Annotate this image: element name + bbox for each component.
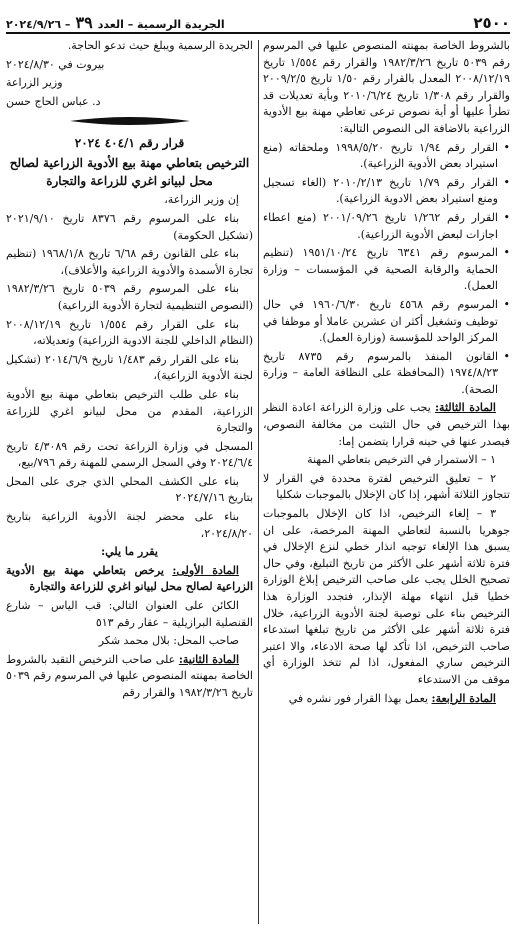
signer-title: وزير الزراعة xyxy=(6,76,63,90)
option-2: ٢ – تعليق الترخيص لفترة محددة في القرار لا تتجاوز الثلاثة أشهر، إذا كان الإخلال بالموجبات شكليا xyxy=(263,471,510,502)
article-1 xyxy=(6,563,253,596)
issue-number: ٣٩ xyxy=(75,13,93,32)
shop-address: الكائن على العنوان التالي: قب الياس – شارع القنصلية البرازيلية – عقار رقم ٥١٣ xyxy=(6,599,253,629)
gazette-title: الجريدة الرسمية – العدد xyxy=(97,18,225,31)
continuation-text: الجريدة الرسمية ويبلغ حيث تدعو الحاجة. xyxy=(67,39,253,52)
article-4-label: المادة الرابعة: xyxy=(431,691,496,705)
article-3-text: يجب على وزارة الزراعة اعادة النظر بهذا الترخيص في حال التثبت من مخالفة النصوص، فيصدر عنها في حينه قرارا يتضمن إما: xyxy=(263,401,510,448)
minister-line: إن وزير الزراعة، xyxy=(164,193,239,207)
page-number: ٢٥٠٠ xyxy=(473,14,510,32)
header-info xyxy=(6,13,225,32)
basis-item: بناء على المرسوم رقم ٥٠٣٩ تاريخ ١٩٨٢/٣/٢٦ (النصوص التنظيمية لتجارة الأدوية الزراعية) xyxy=(6,282,253,312)
article-4-text: يعمل بهذا القرار فور نشره في xyxy=(288,691,429,705)
conditions-paragraph: بالشروط الخاصة بمهنته المنصوص عليها في المرسوم رقم ٥٠٣٩ تاريخ ١٩٨٢/٣/٢٦ والقرار رقم ١/٥٥٤ تاريخ ٢٠٠٨/١٢/١٩ المعدل بالقرار رقم ١/٥٠ تاريخ ٢٠٠٩/٢/٥ والقرار رقم ١/٣٠٨ تاريخ ٢٠١٠/٦/٢٤ وبأية تعديلات قد تطرأ عليها أو أية نصوص ترعى تعاطي مهنة بيع الأدوية الزراعية بالاضافة الى النصوص التالية: xyxy=(263,39,510,135)
basis-item: بناء على القانون رقم ٦/٦٨ تاريخ ١٩٦٨/١/٨ (تنظيم تجارة الأسمدة والأدوية الزراعية والأعلاف)، xyxy=(6,247,253,277)
bullet-item: • القرار رقم ١/٩٤ تاريخ ١٩٩٨/٥/٢٠ وملحقاته (منع استيراد بعض الأدوية الزراعية). xyxy=(263,140,510,173)
basis-item: بناء على القرار رقم ١/٤٨٣ تاريخ ٢٠١٤/٦/٩ (تشكيل لجنة الأدوية الزراعية)، xyxy=(6,352,253,383)
shop-owner: صاحب المحل: بلال محمد شكر xyxy=(98,634,239,648)
issue-date: – ٢٠٢٤/٩/٢٦ xyxy=(6,18,71,31)
signer-name: د. عباس الحاج حسن xyxy=(6,94,101,108)
basis-item: بناء على محضر لجنة الأدوية الزراعية بتاريخ ٢٠٢٤/٨/٢٠، xyxy=(6,510,253,540)
decision-title: الترخيص بتعاطي مهنة بيع الأدوية الزراعية لصالح محل لبيانو اغري للزراعة والتجارة xyxy=(9,156,250,189)
article-3 xyxy=(263,400,510,450)
section-separator xyxy=(6,114,253,132)
place-date: بيروت في ٢٠٢٤/٨/٣٠ xyxy=(6,57,105,71)
basis-item: بناء على القرار رقم ١/٥٥٤ تاريخ ٢٠٠٨/١٢/١٩ (النظام الداخلي للجنة الادوية الزراعية) وتعديلاته، xyxy=(6,317,253,348)
basis-item: المسجل في وزارة الزراعة تحت رقم ٤/٣٠٨٩ تاريخ ٢٠٢٤/٦/٤ وفي السجل الرسمي للمهنة رقم ٧٩٦/بيع، xyxy=(6,439,253,470)
bullet-item: • المرسوم رقم ٦٣٤١ تاريخ ١٩٥١/١٠/٢٤ (تنظيم الحماية والرقابة الصحية في المؤسسات – وزارة العمل). xyxy=(263,245,510,295)
article-4 xyxy=(263,691,510,708)
basis-item: بناء على طلب الترخيص بتعاطي مهنة بيع الأدوية الزراعية، المقدم من محل لبيانو اغري للزراعة والتجارة xyxy=(6,387,253,435)
separator-ornament xyxy=(70,114,190,128)
article-2 xyxy=(6,652,253,702)
article-3-label: المادة الثالثة: xyxy=(434,401,496,415)
article-2-label: المادة الثانية: xyxy=(178,652,240,666)
bullet-item: • القرار رقم ١/٢٦٢ تاريخ ٢٠٠١/٠٩/٢٦ (منع اعطاء اجازات لبعض الأدوية الزراعية). xyxy=(263,210,510,243)
decision-number: قرار رقم ٤٠٤/١ ٢٠٢٤ xyxy=(74,136,185,151)
article-1-label: المادة الأولى: xyxy=(172,563,239,577)
right-column xyxy=(263,38,510,709)
column-divider xyxy=(258,40,259,924)
page-header xyxy=(6,6,510,34)
option-3: ٣ – إلغاء الترخيص، اذا كان الإخلال بالموجبات جوهريا بالنسبة لتعاطي المهنة المرخصة، على ان يسبق هذا الإلغاء توجيه انذار خطي لنزع الإخلال في فترة ثلاثة أشهر على الأكثر من تاريخ التبليغ، وفي حال تصحيح الخلل يجب على صاحب الترخيص إبلاغ الوزارة خطيا قبل انتهاء مهلة الإنذار، فتجدد الوزارة هذا الترخيص بناء على توصية لجنة الأدوية الزراعية، خلال فترة ثلاثة أشهر على الأكثر من تاريخ تبلغها استدعاء صاحب الترخيص، اذا تأكد لها صحة الادعاء، والا اعتبر الترخيص ساري المفعول، اذا لم تتخذ الوزارة أي موقف من الاستدعاء xyxy=(263,507,510,686)
basis-item: بناء على المرسوم رقم ٨٣٧٦ تاريخ ٢٠٢١/٩/١٠ (تشكيل الحكومة) xyxy=(6,211,253,242)
article-1-text: يرخص بتعاطي مهنة بيع الأدوية الزراعية لصالح محل لبيانو اغري للزراعة والتجارة xyxy=(6,563,253,594)
article-2-text: على صاحب الترخيص التقيد بالشروط الخاصة بمهنته المنصوص عليها في المرسوم رقم ٥٠٣٩ تاريخ ١٩٨٢/٣/٢٦ والقرار رقم xyxy=(6,652,253,699)
decides-line: يقرر ما يلي: xyxy=(101,545,158,559)
bullet-item: • القانون المنفذ بالمرسوم رقم ٨٧٣٥ تاريخ ١٩٧٤/٨/٢٣ (المحافظة على النظافة العامة – وزارة الصحة). xyxy=(263,349,510,399)
bullet-item: • المرسوم رقم ٤٥٦٨ تاريخ ١٩٦٠/٦/٣٠ في حال توظيف وتشغيل أكثر ان عشرين عاملا أو موظفا في المركز الواحد للمؤسسة (وزارة العمل). xyxy=(263,297,510,347)
left-column xyxy=(6,38,253,704)
option-1: ١ – الاستمرار في الترخيص بتعاطي المهنة xyxy=(307,453,496,467)
basis-item: بناء على الكشف المحلي الذي جرى على المحل بتاريخ ٢٠٢٤/٧/١٦ xyxy=(6,474,253,505)
bullet-item: • القرار رقم ١/٧٩ تاريخ ٢٠١٠/٢/١٣ (الغاء تسجيل ومنع استيراد بعض الادوية الزراعية). xyxy=(263,175,510,208)
